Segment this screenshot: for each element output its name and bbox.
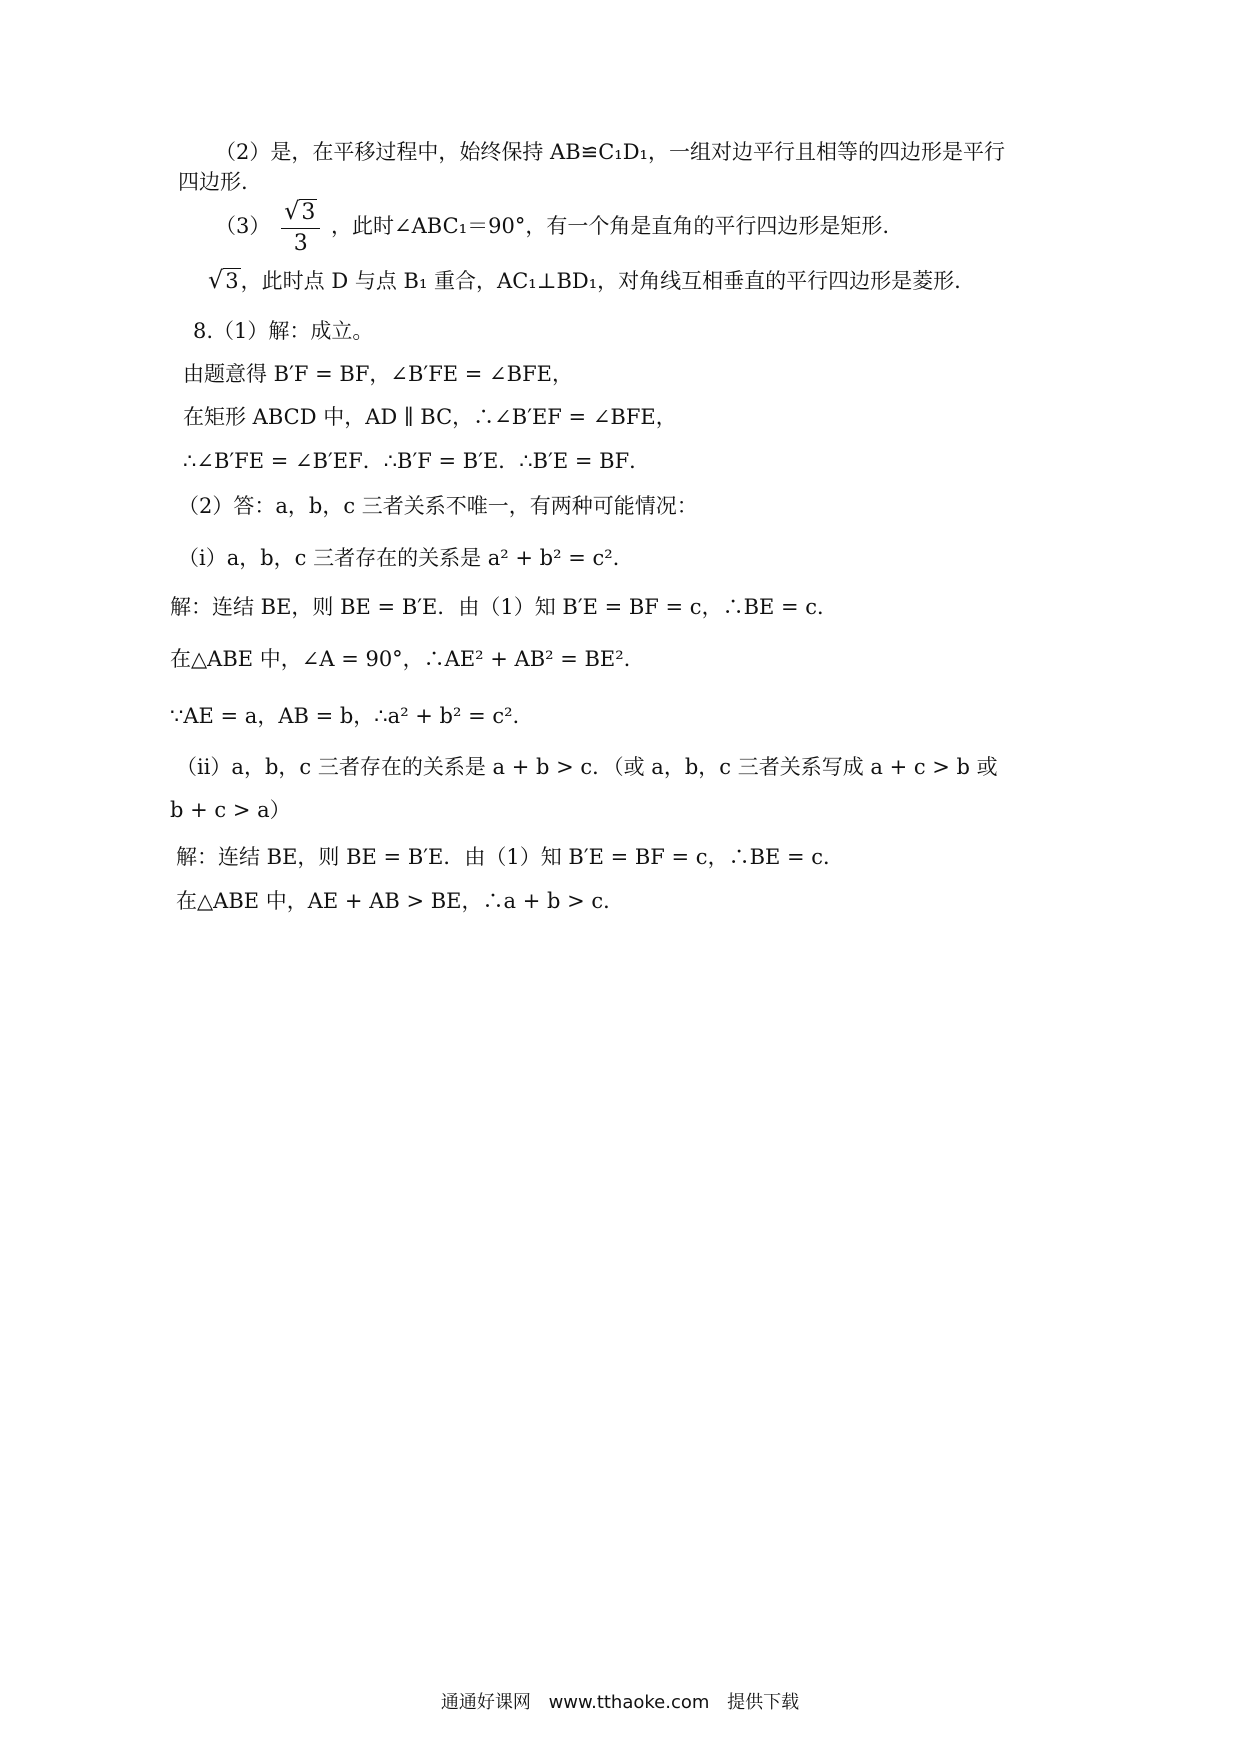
- part3b-line: [208, 266, 961, 295]
- q8-line2: 由题意得 B′F = BF，∠B′FE = ∠BFE，: [183, 362, 573, 386]
- sqrt-icon: √: [208, 266, 224, 294]
- q8-line3: 在矩形 ABCD 中，AD ∥ BC，∴∠B′EF = ∠BFE，: [183, 405, 677, 429]
- q8-line6: （ⅰ）a，b，c 三者存在的关系是 a² + b² = c².: [178, 546, 620, 570]
- q8-heading: 8.（1）解：成立。: [193, 319, 374, 343]
- part3-line: [215, 196, 889, 259]
- footer-url-link[interactable]: www.tthaoke.com: [548, 1692, 710, 1713]
- sqrt-radicand: 3: [225, 269, 239, 293]
- page-footer: [0, 1688, 1240, 1714]
- part2-line1: （2）是，在平移过程中，始终保持 AB≌C₁D₁，一组对边平行且相等的四边形是平行: [215, 140, 1005, 164]
- footer-site-name: 通通好课网: [440, 1692, 531, 1713]
- part3b-text: ，此时点 D 与点 B₁ 重合，AC₁⊥BD₁，对角线互相垂直的平行四边形是菱形.: [240, 269, 961, 293]
- part3-prefix: （3）: [215, 214, 271, 238]
- footer-suffix: 提供下载: [727, 1692, 800, 1713]
- q8-line11: b + c > a）: [170, 798, 291, 822]
- q8-line9: ∵AE = a，AB = b，∴a² + b² = c².: [170, 704, 520, 728]
- q8-line13: 在△ABE 中，AE + AB > BE，∴a + b > c．: [176, 889, 625, 913]
- q8-line12: 解：连结 BE，则 BE = B′E．由（1）知 B′E = BF = c，∴BE = c．: [176, 845, 845, 869]
- q8-line7: 解：连结 BE，则 BE = B′E．由（1）知 B′E = BF = c，∴BE = c．: [170, 595, 839, 619]
- q8-line8: 在△ABE 中，∠A = 90°，∴AE² + AB² = BE².: [170, 647, 631, 671]
- part2-line2: 四边形.: [178, 170, 248, 194]
- fraction-numerator-radicand: 3: [301, 200, 316, 225]
- q8-line5: （2）答：a，b，c 三者关系不唯一，有两种可能情况：: [178, 494, 698, 518]
- sqrt-icon: √: [284, 197, 300, 225]
- q8-line4: ∴∠B′FE = ∠B′EF．∴B′F = B′E．∴B′E = BF．: [183, 449, 651, 473]
- q8-line10: （ⅱ）a，b，c 三者存在的关系是 a + b > c．（或 a，b，c 三者关系写成 a + c > b 或: [176, 755, 998, 779]
- fraction-denominator: 3: [293, 231, 308, 256]
- sqrt3-over-3-fraction: [281, 196, 320, 259]
- part3-text: ，此时∠ABC₁＝90°，有一个角是直角的平行四边形是矩形.: [331, 214, 890, 238]
